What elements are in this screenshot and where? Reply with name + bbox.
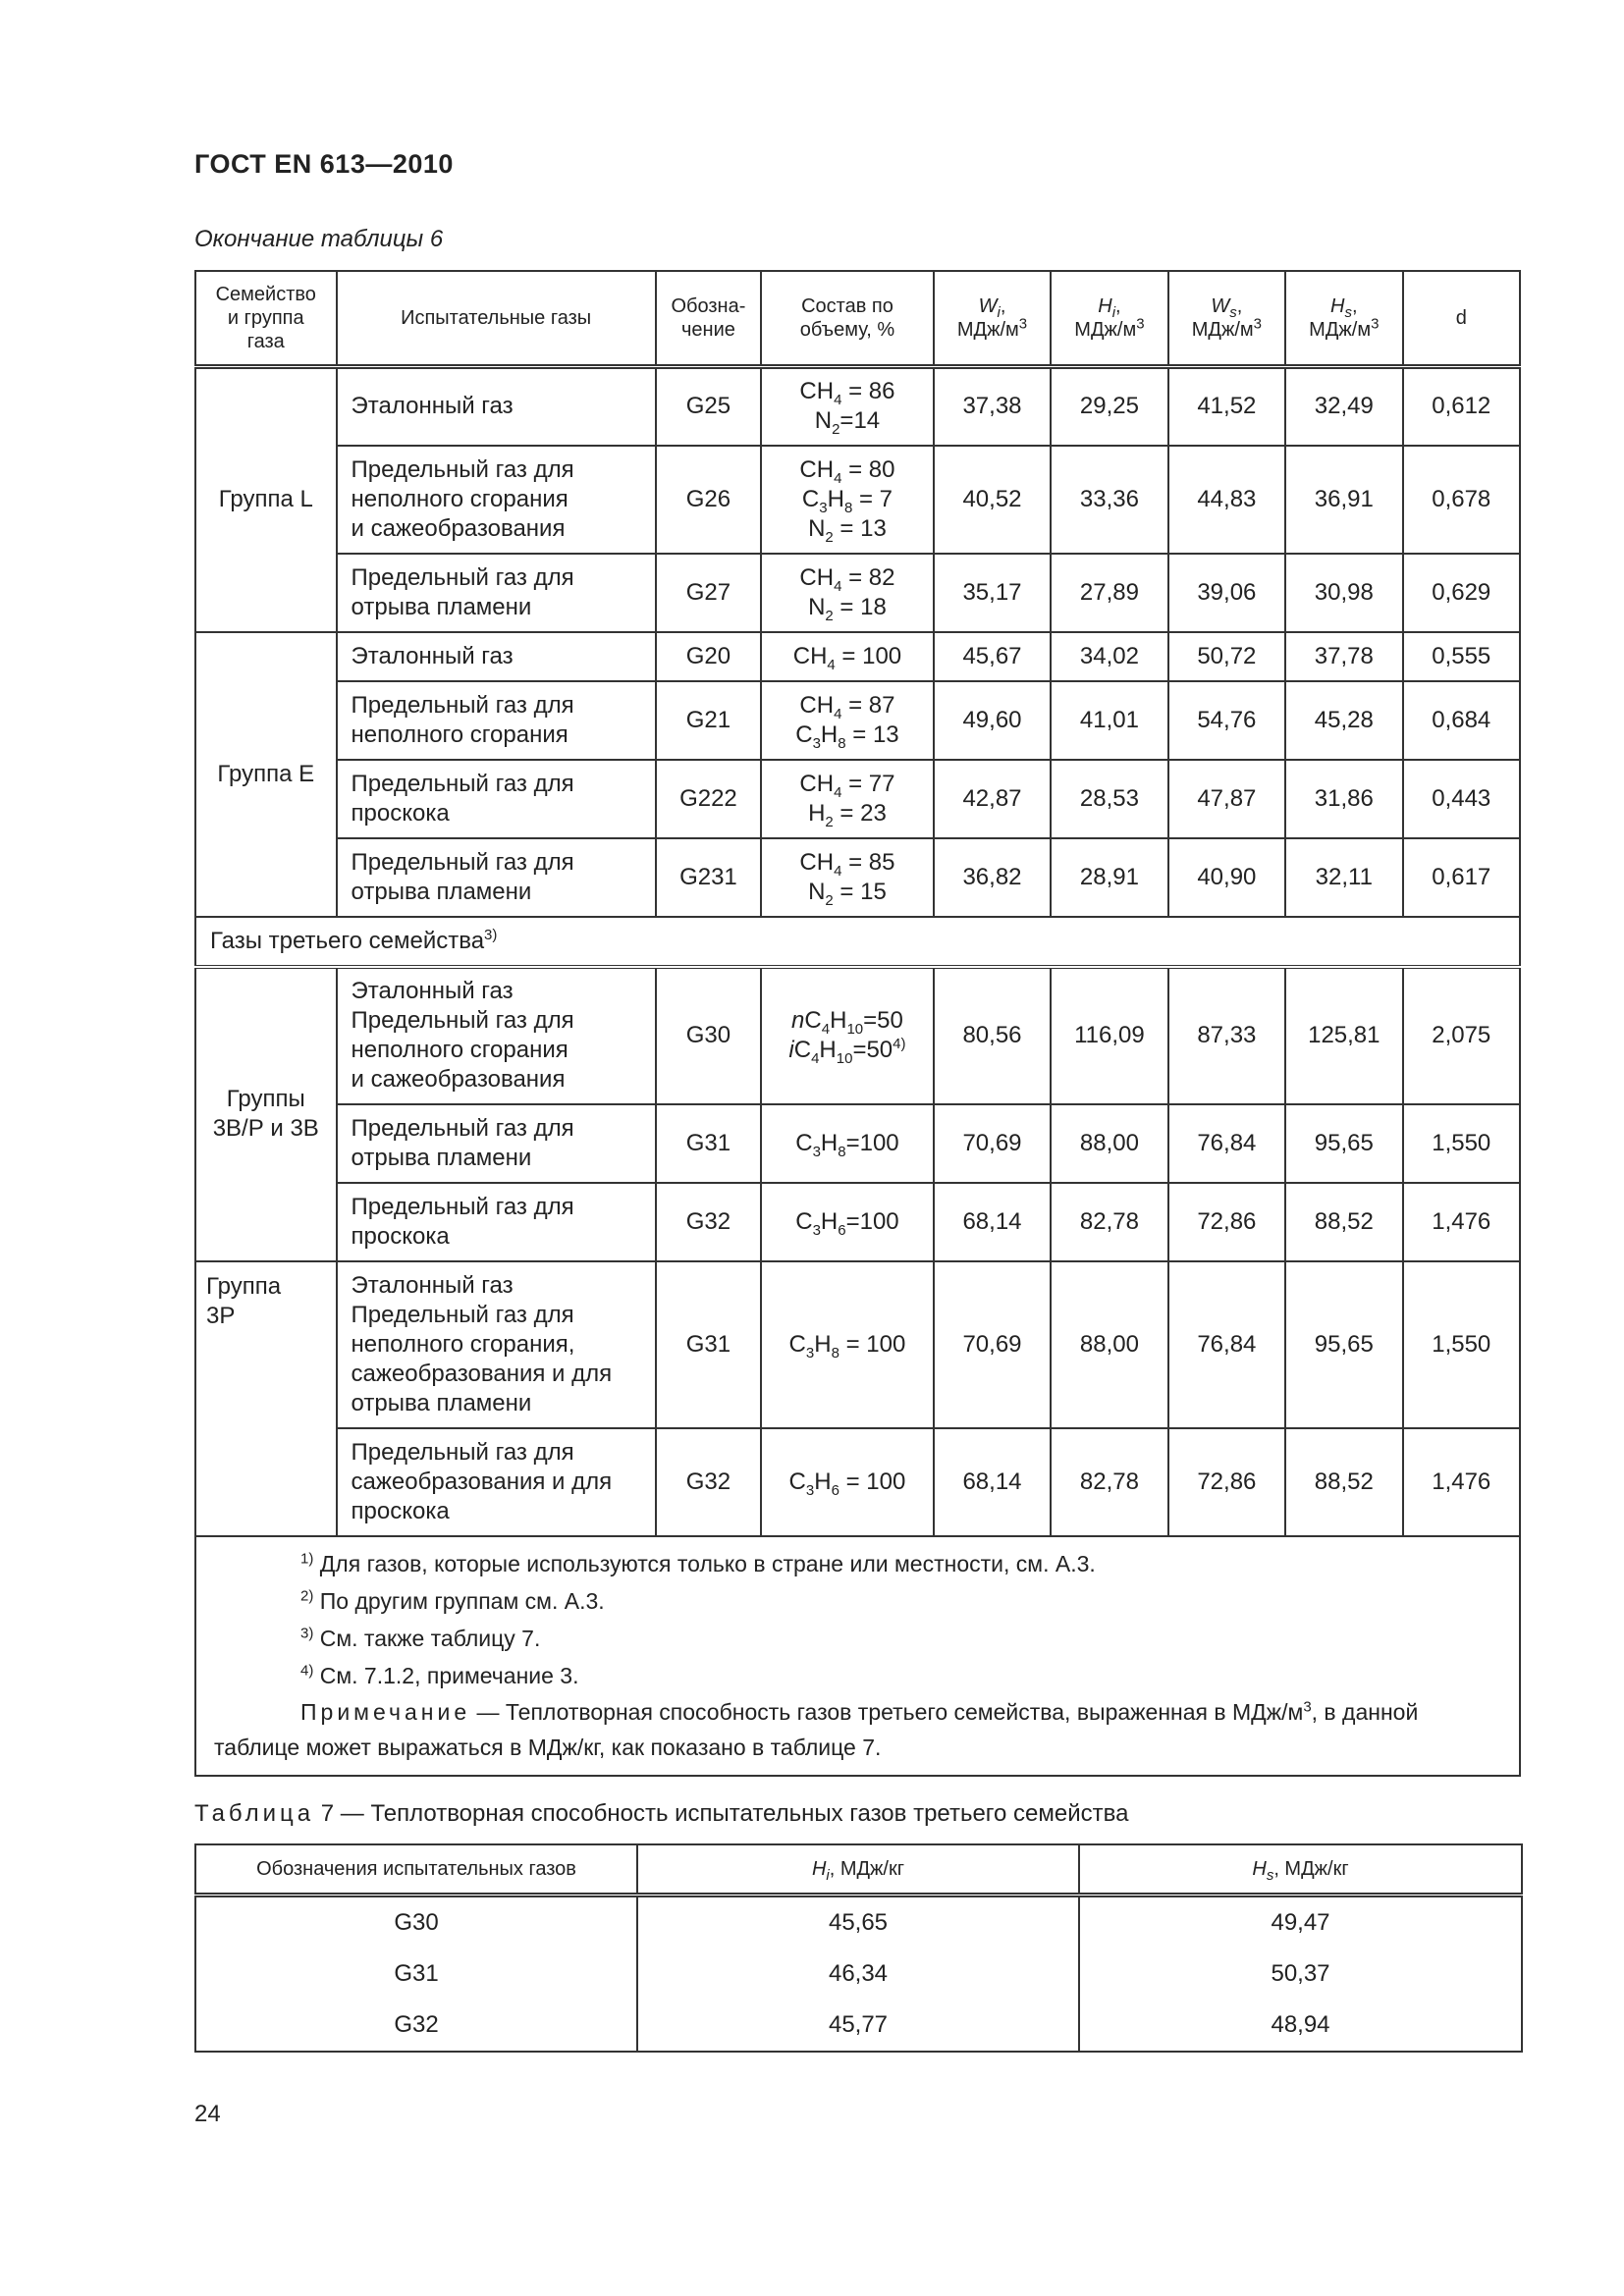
col-header-wi: $W_i$, МДж/$м^3$ [934,271,1051,367]
gas-code: G30 [656,967,761,1104]
table-row [195,681,1520,760]
table-row [195,632,1520,681]
value-hs: 95,65 [1285,1104,1402,1183]
value-hi: 82,78 [1051,1183,1167,1261]
value-ws: 87,33 [1168,967,1285,1104]
value-ws: 41,52 [1168,367,1285,446]
table6-header-row [195,271,1520,367]
value-wi: 36,82 [934,838,1051,917]
value-hs: 50,37 [1079,1949,1522,2000]
value-d: 0,555 [1403,632,1520,681]
table-row [195,446,1520,554]
gas-composition: $C_3H_6=100$ [761,1183,934,1261]
gas-code: G31 [656,1261,761,1428]
table-row [195,554,1520,632]
value-hs: 125,81 [1285,967,1402,1104]
gas-composition: $C_3H_8 = 100$ [761,1261,934,1428]
value-hs: 32,49 [1285,367,1402,446]
value-hs: 45,28 [1285,681,1402,760]
value-wi: 37,38 [934,367,1051,446]
gas-code: G21 [656,681,761,760]
value-d: 1,550 [1403,1104,1520,1183]
col-header-hs: $H_s$, МДж/$м^3$ [1285,271,1402,367]
family-row [195,917,1520,967]
footnotes [195,1536,1520,1776]
table-row [195,760,1520,838]
gas-code: G222 [656,760,761,838]
value-hi: 28,53 [1051,760,1167,838]
value-wi: 70,69 [934,1261,1051,1428]
gas-composition: $CH_4 = 86$ $N_2=14$ [761,367,934,446]
table-6 [194,270,1521,1777]
value-hi: 88,00 [1051,1261,1167,1428]
footnote: $^{1)}$ Для газов, которые используются только в стране или местности, см. А.3. [300,1549,1096,1576]
value-d: 1,476 [1403,1428,1520,1536]
table-row [195,967,1520,1104]
value-hi: 88,00 [1051,1104,1167,1183]
col-header-d: d [1403,271,1520,367]
gas-name: Предельный газ для неполного сгорания [337,681,656,760]
value-ws: 40,90 [1168,838,1285,917]
value-hs: 37,78 [1285,632,1402,681]
value-hs: 95,65 [1285,1261,1402,1428]
value-hs: 88,52 [1285,1183,1402,1261]
value-hi: 41,01 [1051,681,1167,760]
footnote: $^{2)}$ По другим группам см. А.3. [300,1586,605,1614]
value-wi: 49,60 [934,681,1051,760]
gas-code: G27 [656,554,761,632]
third-family-label: Газы третьего семейства$^{3)}$ [195,917,1520,967]
value-ws: 76,84 [1168,1261,1285,1428]
gas-name: Предельный газ для сажеобразования и для проскока [337,1428,656,1536]
gas-name: Предельный газ для проскока [337,760,656,838]
gas-name: Предельный газ для отрыва пламени [337,838,656,917]
table-row [195,1896,1522,1949]
value-hi: 29,25 [1051,367,1167,446]
value-ws: 39,06 [1168,554,1285,632]
col-header-composition: Состав по объему, % [761,271,934,367]
page-number: 24 [194,2101,221,2127]
gas-composition: $CH_4 = 77$ $H_2 = 23$ [761,760,934,838]
col-header-ws: $W_s$, МДж/$м^3$ [1168,271,1285,367]
value-hs: 31,86 [1285,760,1402,838]
value-hi: 45,65 [637,1896,1079,1949]
value-wi: 70,69 [934,1104,1051,1183]
col-header-gases: Испытательные газы [337,271,656,367]
footnotes-row [195,1536,1520,1776]
value-wi: 42,87 [934,760,1051,838]
gas-name: Предельный газ для отрыва пламени [337,1104,656,1183]
col-header-designation: Обозначения испытательных газов [195,1844,637,1896]
col-header-hi: $H_i$, МДж/$м^3$ [1051,271,1167,367]
table-row [195,1428,1520,1536]
table7-caption: Таблица 7 — Теплотворная способность испытательных газов третьего семейства [194,1800,1129,1827]
value-ws: 50,72 [1168,632,1285,681]
table-row [195,1261,1520,1428]
footnote: $^{4)}$ См. 7.1.2, примечание 3. [300,1661,579,1688]
gas-name: Предельный газ для отрыва пламени [337,554,656,632]
value-ws: 44,83 [1168,446,1285,554]
value-d: 0,629 [1403,554,1520,632]
value-ws: 76,84 [1168,1104,1285,1183]
value-hs: 88,52 [1285,1428,1402,1536]
gas-composition: $CH_4 = 85$ $N_2 = 15$ [761,838,934,917]
gas-composition: $CH_4 = 100$ [761,632,934,681]
col-header-hs: $H_s$, МДж/кг [1079,1844,1522,1896]
gas-name: Эталонный газ [337,367,656,446]
gas-name: Эталонный газ [337,632,656,681]
value-hs: 49,47 [1079,1896,1522,1949]
value-hi: 82,78 [1051,1428,1167,1536]
value-ws: 72,86 [1168,1428,1285,1536]
value-wi: 68,14 [934,1183,1051,1261]
gas-code: G32 [195,2000,637,2052]
value-hi: 45,77 [637,2000,1079,2052]
value-hi: 34,02 [1051,632,1167,681]
gas-code: G31 [656,1104,761,1183]
value-d: 0,443 [1403,760,1520,838]
gas-code: G25 [656,367,761,446]
value-hi: 116,09 [1051,967,1167,1104]
value-hs: 32,11 [1285,838,1402,917]
gas-composition: $CH_4 = 87$ $C_3H_8 = 13$ [761,681,934,760]
gas-composition: $CH_4 = 82$ $N_2 = 18$ [761,554,934,632]
value-d: 1,550 [1403,1261,1520,1428]
gas-code: G31 [195,1949,637,2000]
value-d: 2,075 [1403,967,1520,1104]
footnote: $^{3)}$ См. также таблицу 7. [300,1624,541,1651]
gas-code: G32 [656,1428,761,1536]
table-row [195,1183,1520,1261]
gas-code: G231 [656,838,761,917]
col-header-designation: Обозна- чение [656,271,761,367]
table-row [195,1949,1522,2000]
gas-composition: $CH_4 = 80$ $C_3H_8 = 7$ $N_2 = 13$ [761,446,934,554]
value-d: 0,612 [1403,367,1520,446]
value-ws: 72,86 [1168,1183,1285,1261]
value-d: 0,617 [1403,838,1520,917]
value-wi: 40,52 [934,446,1051,554]
value-wi: 80,56 [934,967,1051,1104]
value-wi: 45,67 [934,632,1051,681]
value-hi: 33,36 [1051,446,1167,554]
table-row [195,2000,1522,2052]
group-label: Группа L [195,367,337,632]
value-hs: 36,91 [1285,446,1402,554]
gas-name: Предельный газ для неполного сгорания и сажеобразования [337,446,656,554]
value-wi: 35,17 [934,554,1051,632]
value-d: 0,678 [1403,446,1520,554]
gas-name: Эталонный газ Предельный газ для неполного сгорания, сажеобразования и для отрыва пламени [337,1261,656,1428]
table-note: Примечание — Теплотворная способность газов третьего семейства, выраженная в МДж/$м^3$, в данной таблице может выражаться в МДж/кг, как показано в таблице 7. [214,1697,1419,1760]
table-row [195,367,1520,446]
group-label: Группа E [195,632,337,917]
value-d: 0,684 [1403,681,1520,760]
value-wi: 68,14 [934,1428,1051,1536]
table-row [195,1104,1520,1183]
value-ws: 47,87 [1168,760,1285,838]
value-hi: 27,89 [1051,554,1167,632]
gas-name: Эталонный газ Предельный газ для неполного сгорания и сажеобразования [337,967,656,1104]
table-7 [194,1843,1523,2053]
group-label: Группы 3В/Р и 3В [195,967,337,1261]
value-hi: 28,91 [1051,838,1167,917]
gas-composition: $C_3H_8=100$ [761,1104,934,1183]
table6-caption: Окончание таблицы 6 [194,226,444,252]
value-ws: 54,76 [1168,681,1285,760]
gas-code: G20 [656,632,761,681]
value-d: 1,476 [1403,1183,1520,1261]
page-header: ГОСТ EN 613—2010 [194,149,454,179]
gas-code: G26 [656,446,761,554]
table7-header-row [195,1844,1522,1896]
value-hs: 48,94 [1079,2000,1522,2052]
group-label: Группа 3Р [195,1261,337,1536]
gas-code: G32 [656,1183,761,1261]
table-row [195,838,1520,917]
gas-name: Предельный газ для проскока [337,1183,656,1261]
col-header-family: Семейство и группа газа [195,271,337,367]
value-hs: 30,98 [1285,554,1402,632]
value-hi: 46,34 [637,1949,1079,2000]
gas-composition: $nC_4H_{10}=50$ $iC_4H_{10}=50^{4)}$ [761,967,934,1104]
gas-composition: $C_3H_6 = 100$ [761,1428,934,1536]
col-header-hi: $H_i$, МДж/кг [637,1844,1079,1896]
gas-code: G30 [195,1896,637,1949]
